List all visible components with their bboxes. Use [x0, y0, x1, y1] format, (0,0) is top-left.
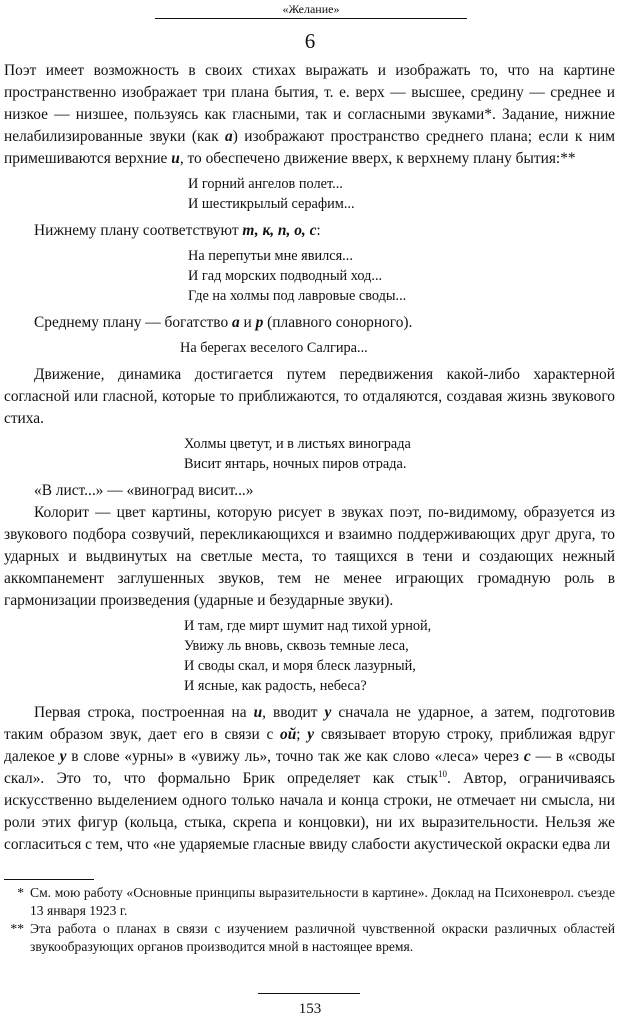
running-head-rule	[155, 18, 467, 19]
body-text	[4, 60, 615, 856]
verse-colorit	[4, 616, 615, 696]
verse-line: На перепутьи мне явился...	[188, 248, 353, 264]
verse-line: На берегах веселого Салгира...	[180, 340, 368, 356]
verse-line: Увижу ль вновь, сквозь темные леса,	[184, 638, 409, 654]
verse-line: Где на холмы под лавровые своды...	[188, 288, 407, 304]
footnotes	[4, 884, 615, 956]
footnote	[4, 920, 615, 956]
footnote	[4, 884, 615, 920]
footnote-mark: **	[10, 921, 24, 936]
paragraph-lower-plane: Нижнему плану соответствуют т, к, п, о, с:	[34, 222, 321, 239]
verse-line: И шестикрылый серафим...	[188, 196, 355, 212]
paragraph-planes: Поэт имеет возможность в своих стихах выражать и изображать то, что на картине пространственно изображает три плана бытия, т. е. верх — высшее, средину — среднее и низкое — низшее, пользуясь как гласными, так и согласными звуками*. Задание, нижние нелабилизированные звуки (как а) изображают пространство среднего плана; если к ним примешиваются верхние и, то обеспечено движение вверх, к верхнему плану бытия:**	[4, 62, 616, 167]
verse-line: И своды скал, и моря блеск лазурный,	[184, 658, 416, 674]
paragraph-colorit: Колорит — цвет картины, которую рисует в звуках поэт, по-видимому, образуется из звукового подбора созвучий, перекликающихся и взаимно поддерживающих друг друга, то ударных и выдвинутых на светлые места, то таящихся в тени и создающих нежный аккомпанемент заглушенных звуков, тем не менее играющих громадную роль в гармонизации произведения (ударные и безударные звуки).	[4, 504, 615, 609]
page-number: 153	[298, 1001, 322, 1017]
verse-upper-plane	[4, 174, 615, 214]
paragraph-quote: «В лист...» — «виноград висит...»	[34, 482, 254, 499]
footnote-ref-10: 10	[437, 768, 447, 779]
verse-dynamics	[4, 434, 615, 474]
verse-line: И горний ангелов полет...	[188, 176, 343, 192]
footnote-text: См. мою работу «Основные принципы выразительности в картине». Доклад на Психоневрол. съезде 13 января 1923 г.	[30, 885, 615, 918]
page-number-rule	[258, 993, 360, 994]
verse-line: Холмы цветут, и в листьях винограда	[184, 436, 411, 452]
footnote-rule	[4, 879, 94, 880]
footnote-text: Эта работа о планах в связи с изучением различной чувственной окраски различных областей звукообразующих органов производится мной в настоящее время.	[30, 921, 615, 954]
verse-line: И ясные, как радость, небеса?	[184, 678, 367, 694]
running-head: «Желание»	[282, 2, 340, 16]
paragraph-analysis: Первая строка, построенная на и, вводит у сначала не ударное, а затем, подготовив таким образом звук, дает его в связи с ой; у связывает вторую строку, приближая вдруг далекое у в слове «урны» в «увижу ль», точно так же как слово «леса» через с — в «своды скал». Это то, что формально Брик определяет как стык$^{10}$. Автор, ограничиваясь искусственно выделением одного только начала и конца строки, не отмечает ни смысла, ни роли этих фигур (кольца, стыка, скрепа и концовки), ни их выразительности. Нельзя же согласиться с тем, что «не ударяемые гласные ввиду слабости акустической окраски едва ли	[4, 704, 615, 853]
verse-middle-plane	[4, 338, 615, 358]
paragraph-middle-plane: Среднему плану — богатство а и р (плавного сонорного).	[34, 314, 413, 331]
verse-line: Висит янтарь, ночных пиров отрада.	[184, 456, 407, 472]
verse-line: И там, где мирт шумит над тихой урной,	[184, 618, 432, 634]
verse-line: И гад морских подводный ход...	[188, 268, 383, 284]
footnote-mark: *	[17, 885, 24, 900]
verse-lower-plane	[4, 246, 615, 306]
chapter-number: 6	[304, 29, 316, 53]
paragraph-dynamics: Движение, динамика достигается путем передвижения какой-либо характерной согласной или гласной, которые то приближаются, то отдаляются, создавая жизнь звукового стиха.	[4, 366, 615, 427]
